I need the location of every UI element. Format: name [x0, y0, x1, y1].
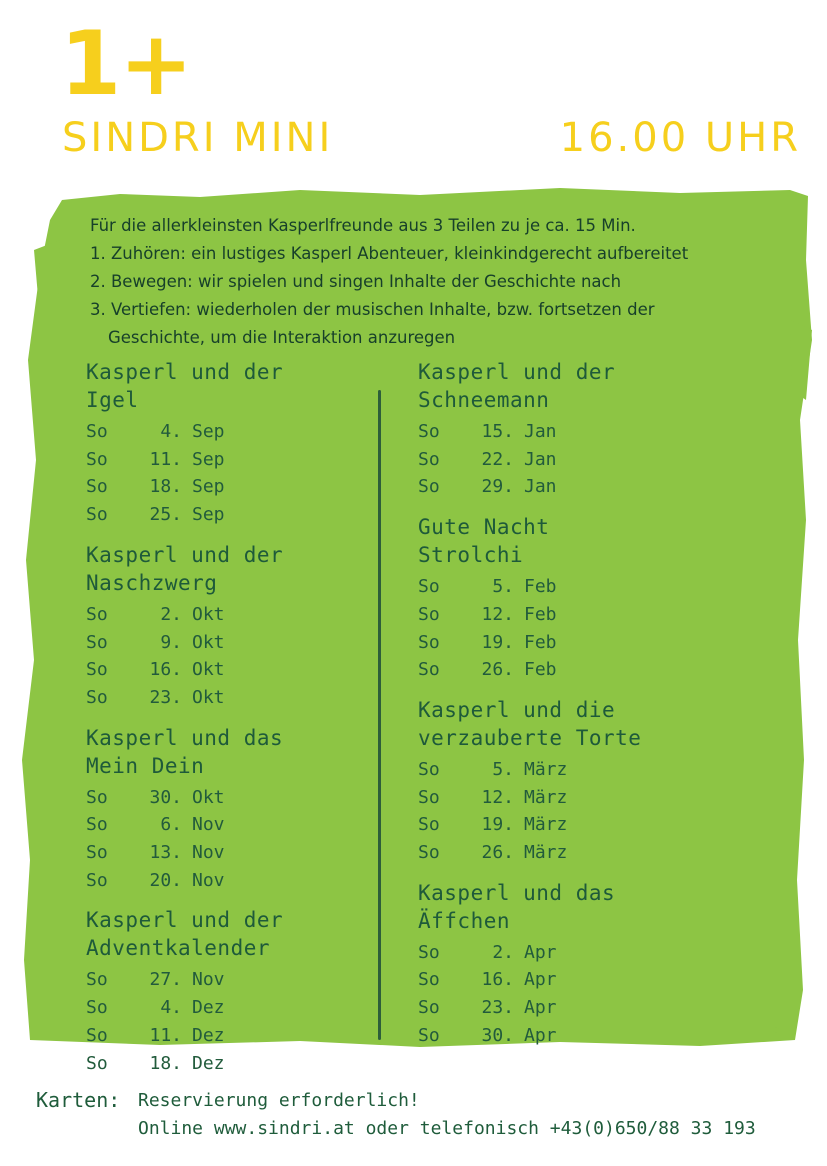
- date-row: [418, 839, 718, 867]
- date-month: Okt: [192, 786, 225, 808]
- show-title-line: Kasperl und der: [86, 542, 284, 567]
- date-row: [86, 1050, 386, 1078]
- date-row: [418, 629, 718, 657]
- date-day: So: [86, 421, 108, 442]
- show-title: [86, 541, 386, 597]
- date-month: Apr: [524, 941, 557, 963]
- date-day: So: [418, 969, 440, 991]
- date-month: Apr: [524, 1024, 557, 1046]
- date-number: 22.: [481, 448, 514, 470]
- show-title-line: Igel: [86, 388, 139, 412]
- date-month: Jan: [524, 448, 557, 470]
- show-block: [418, 513, 718, 684]
- show-title-line: Kasperl und die: [418, 697, 616, 722]
- date-day: So: [86, 869, 108, 891]
- date-number: 5.: [492, 758, 514, 780]
- date-number: 20.: [149, 869, 182, 891]
- date-day: So: [86, 504, 108, 526]
- date-row: [86, 811, 386, 839]
- date-day: So: [418, 421, 440, 442]
- date-row: [418, 446, 718, 474]
- date-number: 19.: [481, 814, 514, 836]
- show-block: [86, 724, 386, 895]
- age-label: 1+: [60, 12, 191, 115]
- date-month: Sep: [192, 476, 225, 498]
- show-block: [418, 696, 718, 867]
- date-day: So: [418, 631, 440, 653]
- show-title-line: Strolchi: [418, 543, 524, 568]
- date-number: 2.: [492, 941, 514, 963]
- date-day: So: [418, 476, 440, 498]
- date-day: So: [418, 941, 440, 963]
- date-row: [418, 573, 718, 601]
- date-number: 4.: [160, 997, 182, 1019]
- date-row: [86, 446, 386, 474]
- date-day: So: [418, 448, 440, 470]
- date-number: 29.: [481, 476, 514, 498]
- show-block: [86, 906, 386, 1077]
- date-month: Feb: [524, 659, 557, 681]
- date-month: Dez: [192, 1052, 225, 1074]
- program-title: SINDRI MINI: [62, 115, 334, 161]
- date-number: 23.: [149, 686, 182, 708]
- date-row: [418, 811, 718, 839]
- date-row: [418, 473, 718, 501]
- show-title-line: Kasperl und der: [418, 360, 616, 384]
- date-number: 30.: [481, 1024, 514, 1046]
- date-row: [86, 473, 386, 501]
- date-day: So: [418, 786, 440, 808]
- date-day: So: [86, 659, 108, 681]
- date-day: So: [86, 997, 108, 1019]
- date-number: 23.: [481, 997, 514, 1019]
- show-block: [86, 541, 386, 712]
- date-month: Dez: [192, 1024, 225, 1046]
- show-block: [418, 879, 718, 1050]
- date-row: [86, 501, 386, 529]
- intro-line: 1. Zuhören: ein lustiges Kasperl Abenteuer, kleinkindgerecht aufbereitet: [90, 244, 689, 263]
- date-day: So: [86, 1052, 108, 1074]
- show-title: [418, 696, 718, 752]
- date-month: Okt: [192, 659, 225, 681]
- date-month: Sep: [192, 448, 225, 470]
- date-month: Feb: [524, 631, 557, 653]
- date-day: So: [86, 969, 108, 991]
- date-row: [418, 656, 718, 684]
- intro-line: 3. Vertiefen: wiederholen der musischen Inhalte, bzw. fortsetzen der: [90, 300, 655, 319]
- date-month: März: [524, 842, 568, 864]
- show-title: [86, 358, 386, 414]
- show-block: [418, 358, 718, 501]
- date-row: [86, 994, 386, 1022]
- date-row: [86, 684, 386, 712]
- date-day: So: [86, 686, 108, 708]
- date-number: 25.: [149, 504, 182, 526]
- date-number: 16.: [481, 969, 514, 991]
- date-row: [86, 966, 386, 994]
- date-row: [86, 601, 386, 629]
- intro-line: Für die allerkleinsten Kasperlfreunde aus 3 Teilen zu je ca. 15 Min.: [90, 216, 636, 235]
- date-day: So: [86, 814, 108, 836]
- tickets-label: Karten:: [36, 1088, 121, 1112]
- date-month: Nov: [192, 842, 225, 864]
- date-number: 11.: [149, 1024, 182, 1046]
- date-row: [86, 784, 386, 812]
- show-title-line: Kasperl und der: [86, 908, 284, 933]
- intro-line: Geschichte, um die Interaktion anzuregen: [108, 328, 456, 347]
- date-number: 26.: [481, 842, 514, 864]
- date-day: So: [86, 476, 108, 498]
- contact-info: Online www.sindri.at oder telefonisch +43(0)650/88 33 193: [138, 1118, 756, 1139]
- date-number: 6.: [160, 814, 182, 836]
- date-row: [418, 418, 718, 446]
- date-day: So: [418, 997, 440, 1019]
- show-title: [86, 724, 386, 780]
- date-month: Jan: [524, 476, 557, 498]
- date-day: So: [86, 1024, 108, 1046]
- date-month: Sep: [192, 504, 225, 526]
- show-title-line: Äffchen: [418, 908, 511, 933]
- date-month: Okt: [192, 631, 225, 653]
- show-title: [86, 906, 386, 962]
- date-number: 15.: [481, 421, 514, 442]
- show-title-line: Gute Nacht: [418, 515, 550, 540]
- date-number: 11.: [149, 448, 182, 470]
- date-number: 27.: [149, 969, 182, 991]
- date-number: 2.: [160, 603, 182, 625]
- date-row: [418, 1022, 718, 1050]
- date-number: 16.: [149, 659, 182, 681]
- date-day: So: [418, 576, 440, 598]
- date-month: März: [524, 786, 568, 808]
- date-month: Nov: [192, 814, 225, 836]
- date-number: 4.: [160, 421, 182, 442]
- date-day: So: [86, 631, 108, 653]
- show-title-line: Kasperl und das: [418, 880, 616, 905]
- date-day: So: [418, 1024, 440, 1046]
- date-row: [86, 656, 386, 684]
- date-row: [418, 784, 718, 812]
- date-row: [418, 756, 718, 784]
- show-title-line: verzauberte Torte: [418, 725, 642, 750]
- date-number: 12.: [481, 603, 514, 625]
- date-day: So: [418, 814, 440, 836]
- date-day: So: [418, 758, 440, 780]
- intro-line: 2. Bewegen: wir spielen und singen Inhalte der Geschichte nach: [90, 272, 622, 291]
- date-row: [86, 418, 386, 446]
- date-row: [418, 601, 718, 629]
- date-day: So: [86, 786, 108, 808]
- date-row: [418, 966, 718, 994]
- date-row: [86, 1022, 386, 1050]
- date-day: So: [418, 842, 440, 864]
- date-number: 5.: [492, 576, 514, 598]
- date-row: [86, 839, 386, 867]
- date-row: [86, 629, 386, 657]
- date-month: Dez: [192, 997, 225, 1019]
- date-month: Feb: [524, 576, 557, 598]
- date-row: [86, 867, 386, 895]
- date-day: So: [86, 448, 108, 470]
- date-number: 9.: [160, 631, 182, 653]
- show-title-line: Kasperl und der: [86, 360, 284, 384]
- schedule-column-left: [86, 358, 386, 1089]
- date-month: Feb: [524, 603, 557, 625]
- date-month: Apr: [524, 969, 557, 991]
- show-title-line: Kasperl und das: [86, 725, 284, 750]
- date-row: [418, 939, 718, 967]
- date-month: Nov: [192, 869, 225, 891]
- show-title-line: Mein Dein: [86, 753, 205, 778]
- date-month: Jan: [524, 421, 557, 442]
- date-month: Okt: [192, 686, 225, 708]
- date-number: 19.: [481, 631, 514, 653]
- date-month: März: [524, 814, 568, 836]
- schedule-column-right: [418, 358, 718, 1062]
- date-row: [418, 994, 718, 1022]
- show-title-line: Adventkalender: [86, 936, 271, 961]
- show-block: [86, 358, 386, 529]
- reservation-note: Reservierung erforderlich!: [138, 1090, 420, 1111]
- show-title: [418, 879, 718, 935]
- date-month: Sep: [192, 421, 225, 442]
- date-month: Nov: [192, 969, 225, 991]
- show-title-line: Naschzwerg: [86, 570, 218, 595]
- program-time: 16.00 UHR: [559, 115, 801, 161]
- date-month: Okt: [192, 603, 225, 625]
- date-number: 13.: [149, 842, 182, 864]
- date-day: So: [86, 603, 108, 625]
- date-day: So: [418, 659, 440, 681]
- show-title-line: Schneemann: [418, 388, 550, 412]
- date-number: 30.: [149, 786, 182, 808]
- show-title: [418, 358, 718, 414]
- date-month: Apr: [524, 997, 557, 1019]
- show-title: [418, 513, 718, 569]
- date-number: 18.: [149, 1052, 182, 1074]
- intro-text: [90, 212, 790, 352]
- date-day: So: [86, 842, 108, 864]
- date-day: So: [418, 603, 440, 625]
- date-number: 12.: [481, 786, 514, 808]
- date-number: 26.: [481, 659, 514, 681]
- date-number: 18.: [149, 476, 182, 498]
- date-month: März: [524, 758, 568, 780]
